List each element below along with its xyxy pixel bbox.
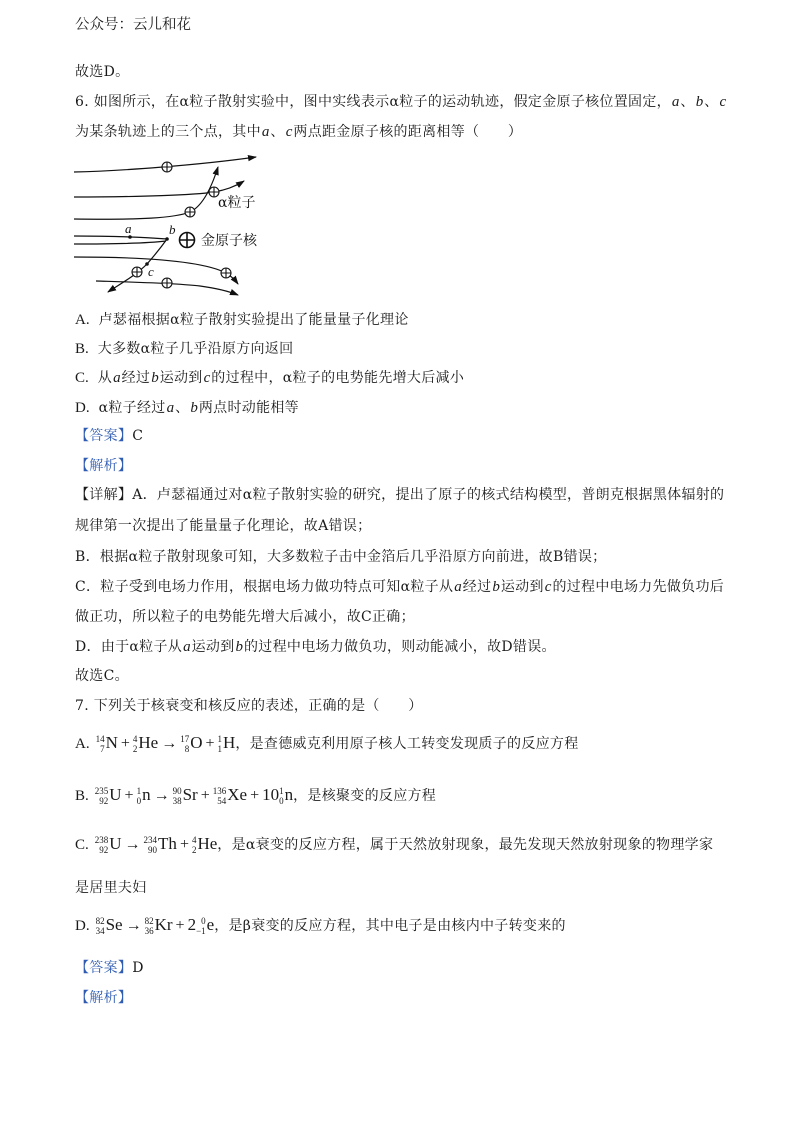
q7-answer <box>75 958 144 978</box>
element-symbol: n <box>142 785 151 804</box>
mass-number: 1 <box>279 786 284 797</box>
var-a: a <box>261 124 270 140</box>
atomic-number: 0 <box>279 796 284 807</box>
mass-number: 82 <box>144 916 154 927</box>
arrow-sign: → <box>161 735 178 752</box>
nuclide-thorium-234 <box>144 834 177 855</box>
header-account: 公众号：云儿和花 <box>75 17 191 33</box>
nuclide-scripts <box>95 835 109 855</box>
q6-stem-line-1 <box>75 92 727 112</box>
point-b-dot <box>165 237 169 241</box>
plus-sign: + <box>179 836 189 853</box>
nuclide-scripts <box>180 734 189 754</box>
option-text: 、 <box>175 400 190 416</box>
alpha-particle-marker <box>185 207 195 217</box>
q6-stem-line-2 <box>75 122 522 142</box>
gold-nucleus-label: 金原子核 <box>201 233 257 249</box>
mass-number: 136 <box>212 786 227 797</box>
nuclide-uranium-235 <box>95 785 122 806</box>
explanation-text: 运动到 <box>191 639 235 655</box>
nuclide-scripts <box>133 734 138 754</box>
stem-text: 、 <box>270 124 285 140</box>
mass-number: 1 <box>217 734 223 745</box>
element-symbol: O <box>190 733 203 752</box>
nuclide-selenium-82 <box>96 915 123 936</box>
var-a: a <box>671 94 680 110</box>
q6-explanation-line <box>75 637 556 657</box>
atomic-number: 38 <box>172 796 182 807</box>
var-a: a <box>166 400 175 416</box>
element-symbol: Th <box>158 834 177 853</box>
explanation-text: 的过程中电场力做负功，则动能减小，故D错误。 <box>244 639 556 655</box>
coefficient: 2 <box>187 915 197 934</box>
q6-explanation-line: 【详解】A．卢瑟福通过对α粒子散射实验的研究，提出了原子的核式结构模型，普朗克根据黑体辐射的 <box>75 487 725 503</box>
var-c: c <box>203 370 211 386</box>
var-b: b <box>695 94 704 110</box>
q6-option-a <box>75 310 409 330</box>
stem-text: 为某条轨迹上的三个点，其中 <box>75 124 261 140</box>
option-text: 经过 <box>121 370 151 386</box>
plus-sign: + <box>124 787 134 804</box>
option-text: 两点时动能相等 <box>198 400 299 416</box>
option-label: A. <box>75 736 90 752</box>
element-symbol: Kr <box>154 915 173 934</box>
mass-number: 234 <box>143 835 158 846</box>
nuclide-electron <box>196 915 214 936</box>
var-c: c <box>719 94 727 110</box>
answer-tag: 【答案】 <box>75 428 133 444</box>
stem-text: 两点距金原子核的距离相等（ ） <box>293 124 523 140</box>
mass-number: 1 <box>136 786 142 797</box>
q7-option-d <box>75 915 566 936</box>
alpha-trajectory <box>74 241 166 244</box>
q6-explanation-line: 做正功，所以粒子的电势能先增大后减小，故C正确； <box>75 609 415 625</box>
explanation-text: C．粒子受到电场力作用，根据电场力做功特点可知α粒子从 <box>75 579 454 595</box>
nuclide-uranium-238 <box>95 834 122 855</box>
alpha-trajectory <box>74 167 218 219</box>
q6-option-b <box>75 339 293 359</box>
alpha-scattering-figure <box>70 150 270 302</box>
option-text: ，是α衰变的反应方程，属于天然放射现象，最先发现天然放射现象的物理学家 <box>217 837 714 853</box>
nuclide-hydrogen-1 <box>218 733 236 754</box>
atomic-number: 34 <box>95 926 105 937</box>
nuclide-scripts <box>173 786 182 806</box>
q7-option-c <box>75 834 713 855</box>
element-symbol: He <box>197 834 218 853</box>
atomic-number: 0 <box>136 796 142 807</box>
nuclide-scripts <box>218 734 223 754</box>
mass-number: 4 <box>132 734 138 745</box>
atomic-number: 90 <box>148 845 158 856</box>
point-b-label: b <box>169 222 176 237</box>
q6-conclusion: 故选C。 <box>75 668 129 684</box>
var-b: b <box>235 639 243 655</box>
var-c: c <box>544 579 552 595</box>
nuclide-nitrogen-14 <box>96 733 118 754</box>
element-symbol: Se <box>105 915 123 934</box>
var-b: b <box>190 400 198 416</box>
element-symbol: Xe <box>227 785 248 804</box>
option-label: C. <box>75 837 89 853</box>
atomic-number: 54 <box>217 796 227 807</box>
mass-number: 82 <box>95 916 105 927</box>
nuclide-scripts <box>279 786 284 806</box>
nuclide-neutron <box>137 785 151 806</box>
nuclide-scripts <box>144 835 158 855</box>
answer-value: C <box>132 428 144 444</box>
option-text: 运动到 <box>159 370 203 386</box>
nuclide-neutron <box>279 785 293 806</box>
option-text: ，是核聚变的反应方程 <box>293 788 437 804</box>
option-text: 卢瑟福根据α粒子散射实验提出了能量量子化理论 <box>98 312 409 328</box>
explanation-text: 的过程中电场力先做负功后 <box>552 579 725 595</box>
arrow-sign: → <box>153 787 170 804</box>
plus-sign: + <box>200 787 210 804</box>
q6-analysis-tag: 【解析】 <box>75 458 133 474</box>
arrow-sign: → <box>125 917 142 934</box>
element-symbol: H <box>223 733 236 752</box>
stem-text: 6. 如图所示，在α粒子散射实验中，图中实线表示α粒子的运动轨迹，假定金原子核位置固定， <box>75 94 671 110</box>
option-label: B. <box>75 341 89 357</box>
mass-number: 90 <box>172 786 182 797</box>
mass-number: 4 <box>191 835 197 846</box>
element-symbol: e <box>206 915 215 934</box>
atomic-number: 36 <box>144 926 154 937</box>
nuclide-scripts <box>95 786 109 806</box>
mass-number: 17 <box>180 734 190 745</box>
q6-explanation-line: B．根据α粒子散射现象可知，大多数粒子击中金箔后几乎沿原方向前进，故B错误； <box>75 549 607 565</box>
answer-tag: 【答案】 <box>75 960 133 976</box>
atomic-number: 2 <box>191 845 197 856</box>
var-b: b <box>492 579 500 595</box>
var-a: a <box>113 370 121 386</box>
mass-number: 14 <box>95 734 105 745</box>
nuclide-scripts <box>145 916 154 936</box>
option-text: 的过程中，α粒子的电势能先增大后减小 <box>211 370 465 386</box>
explanation-text: 运动到 <box>500 579 544 595</box>
q7-option-c-continued: 是居里夫妇 <box>75 880 147 896</box>
alpha-particle-label: α粒子 <box>218 195 256 211</box>
q6-option-d <box>75 398 299 418</box>
explanation-text: D．由于α粒子从 <box>75 639 183 655</box>
element-symbol: Sr <box>182 785 198 804</box>
atomic-number: 1 <box>217 744 223 755</box>
nuclide-helium-4 <box>192 834 217 855</box>
nuclide-scripts <box>137 786 142 806</box>
atomic-number: −1 <box>196 926 206 937</box>
element-symbol: n <box>284 785 294 804</box>
atomic-number: 8 <box>184 744 190 755</box>
coefficient: 10 <box>262 785 280 804</box>
q7-option-a <box>75 733 579 754</box>
nuclide-krypton-82 <box>145 915 173 936</box>
option-text: ，是β衰变的反应方程，其中电子是由核内中子转变来的 <box>214 918 566 934</box>
plus-sign: + <box>205 735 215 752</box>
element-symbol: He <box>138 733 159 752</box>
stem-text: 、 <box>704 94 719 110</box>
option-text: ，是查德威克利用原子核人工转变发现质子的反应方程 <box>235 736 579 752</box>
q7-analysis-tag: 【解析】 <box>75 990 133 1006</box>
var-c: c <box>285 124 293 140</box>
plus-sign: + <box>120 735 130 752</box>
point-c-label: c <box>148 264 154 279</box>
alpha-particle-marker <box>132 267 142 277</box>
q7-option-b <box>75 785 436 806</box>
var-a: a <box>454 579 462 595</box>
nuclide-scripts <box>192 835 197 855</box>
element-symbol: U <box>109 834 122 853</box>
plus-sign: + <box>175 917 185 934</box>
stem-text: 、 <box>680 94 695 110</box>
plus-sign: + <box>250 787 260 804</box>
option-label: B. <box>75 788 89 804</box>
nuclide-xenon-136 <box>213 785 247 806</box>
alpha-particle-marker <box>162 278 172 288</box>
option-text: 大多数α粒子几乎沿原方向返回 <box>97 341 294 357</box>
option-text: α粒子经过 <box>98 400 166 416</box>
explanation-text: 经过 <box>462 579 492 595</box>
previous-conclusion: 故选D。 <box>75 64 130 80</box>
alpha-trajectory <box>74 257 238 284</box>
var-a: a <box>183 639 191 655</box>
atomic-number: 92 <box>99 796 109 807</box>
option-label: A. <box>75 312 90 328</box>
atomic-number: 2 <box>132 744 138 755</box>
nuclide-scripts <box>96 734 105 754</box>
option-label: C. <box>75 370 89 386</box>
nuclide-strontium-90 <box>173 785 198 806</box>
q6-explanation-line: 规律第一次提出了能量量子化理论，故A错误； <box>75 518 372 534</box>
atomic-number: 92 <box>99 845 109 856</box>
element-symbol: N <box>105 733 118 752</box>
point-a-label: a <box>125 221 132 236</box>
answer-value: D <box>132 960 144 976</box>
mass-number: 235 <box>94 786 109 797</box>
q6-explanation-line <box>75 577 724 597</box>
nuclide-scripts <box>213 786 227 806</box>
nuclide-scripts <box>96 916 105 936</box>
q6-option-c <box>75 368 464 388</box>
alpha-particle-marker <box>162 162 172 172</box>
q6-answer <box>75 426 143 446</box>
mass-number: 238 <box>94 835 109 846</box>
element-symbol: U <box>109 785 122 804</box>
gold-nucleus-symbol <box>180 233 195 248</box>
option-label: D. <box>75 400 90 416</box>
arrow-sign: → <box>124 836 141 853</box>
nuclide-oxygen-17 <box>180 733 202 754</box>
option-label: D. <box>75 918 90 934</box>
q7-stem: 7. 下列关于核衰变和核反应的表述，正确的是（ ） <box>75 698 423 714</box>
mass-number: 0 <box>201 916 206 927</box>
alpha-particle-marker <box>221 268 231 278</box>
nuclide-scripts <box>196 916 206 936</box>
atomic-number: 7 <box>100 744 105 755</box>
nuclide-helium-4 <box>133 733 158 754</box>
option-text: 从 <box>97 370 113 386</box>
var-b: b <box>151 370 159 386</box>
